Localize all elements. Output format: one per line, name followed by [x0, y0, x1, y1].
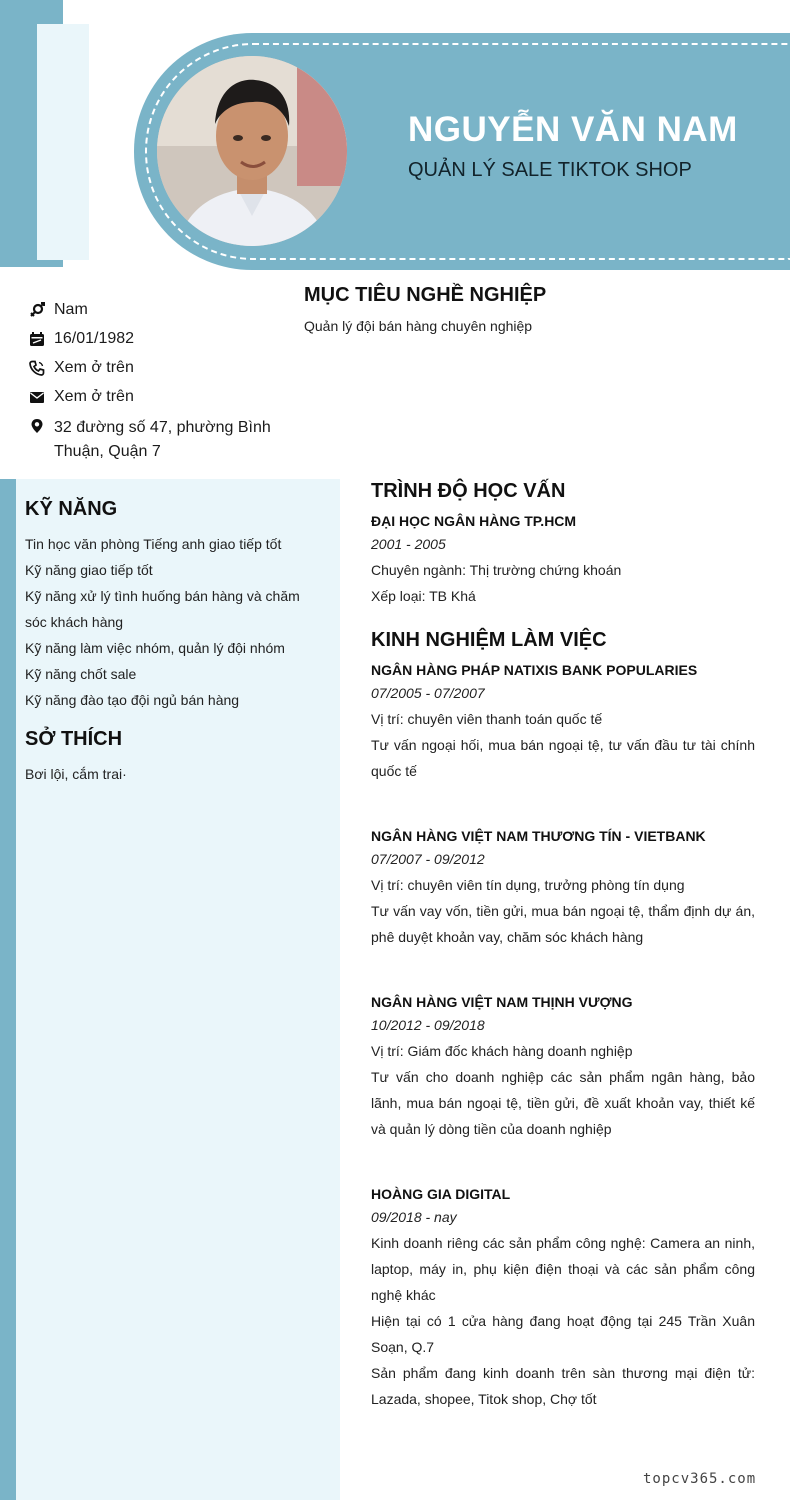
address-value: 32 đường số 47, phường Bình Thuận, Quận 7 — [54, 419, 271, 460]
experience-period: 09/2018 - nay — [371, 1209, 457, 1225]
contact-email — [28, 387, 278, 407]
location-icon — [28, 416, 46, 436]
experience-line: Tư vấn ngoại hối, mua bán ngoại tệ, tư vấn đầu tư tài chính quốc tế — [371, 737, 755, 779]
experience-entry — [371, 826, 755, 950]
skills-heading: KỸ NĂNG — [25, 498, 118, 520]
experience-line: Kinh doanh riêng các sản phẩm công nghệ: Camera an ninh, laptop, máy in, phụ kiện điện thoại và các sản phẩm công nghệ khác — [371, 1235, 755, 1303]
experience-line: Tư vấn cho doanh nghiệp các sản phẩm ngân hàng, bảo lãnh, mua bán ngoại tệ, tiền gửi, đề xuất khoản vay, thiết kế và quản lý dòng tiền của doanh nghiệp — [371, 1069, 755, 1137]
education-entry — [371, 511, 755, 609]
skill-item: Kỹ năng làm việc nhóm, quản lý đội nhóm — [25, 640, 285, 656]
hobbies-heading: SỞ THÍCH — [25, 728, 123, 750]
email-icon — [28, 387, 46, 407]
candidate-position: QUẢN LÝ SALE TIKTOK SHOP — [408, 159, 692, 181]
education-grade: Xếp loại: TB Khá — [371, 588, 476, 604]
watermark: topcv365.com — [643, 1471, 757, 1487]
education-period: 2001 - 2005 — [371, 536, 446, 552]
decor-rect — [37, 24, 89, 260]
objective-text: Quản lý đội bán hàng chuyên nghiệp — [304, 318, 533, 334]
experience-entry — [371, 1184, 755, 1412]
calendar-icon — [28, 329, 46, 349]
skill-item: Kỹ năng xử lý tình huống bán hàng và chăm sóc khách hàng — [25, 588, 300, 630]
education-school: ĐẠI HỌC NGÂN HÀNG TP.HCM — [371, 513, 577, 529]
decor-strip-bottom — [0, 479, 16, 1500]
experience-entry — [371, 992, 755, 1142]
education-heading: TRÌNH ĐỘ HỌC VẤN — [371, 480, 566, 502]
hobbies-section — [25, 728, 325, 787]
skill-item: Kỹ năng chốt sale — [25, 666, 137, 682]
experience-line: Hiện tại có 1 cửa hàng đang hoạt động tại 245 Trần Xuân Soạn, Q.7 — [371, 1313, 755, 1355]
skills-section — [25, 498, 325, 713]
phone-icon — [28, 358, 46, 378]
experience-line: Vị trí: Giám đốc khách hàng doanh nghiệp — [371, 1043, 633, 1059]
experience-line: Vị trí: chuyên viên thanh toán quốc tế — [371, 711, 603, 727]
phone-value: Xem ở trên — [54, 359, 134, 376]
contact-birthday — [28, 329, 278, 349]
experience-heading: KINH NGHIỆM LÀM VIỆC — [371, 629, 607, 651]
gender-value: Nam — [54, 301, 88, 318]
experience-period: 07/2007 - 09/2012 — [371, 851, 485, 867]
experience-company: NGÂN HÀNG VIỆT NAM THỊNH VƯỢNG — [371, 994, 633, 1010]
skill-item: Kỹ năng giao tiếp tốt — [25, 562, 153, 578]
objective-heading: MỤC TIÊU NGHỀ NGHIỆP — [304, 284, 547, 306]
experience-line: Sản phẩm đang kinh doanh trên sàn thương mại điện tử: Lazada, shopee, Titok shop, Chợ tốt — [371, 1365, 755, 1407]
experience-line: Tư vấn vay vốn, tiền gửi, mua bán ngoại tệ, thẩm định dự án, phê duyệt khoản vay, chăm sóc khách hàng — [371, 903, 755, 945]
experience-company: NGÂN HÀNG VIỆT NAM THƯƠNG TÍN - VIETBANK — [371, 828, 706, 844]
skill-item: Tin học văn phòng Tiếng anh giao tiếp tốt — [25, 536, 282, 552]
skill-item: Kỹ năng đào tạo đội ngủ bán hàng — [25, 692, 240, 708]
education-major: Chuyên ngành: Thị trường chứng khoán — [371, 562, 622, 578]
avatar — [157, 56, 347, 246]
contact-gender — [28, 300, 278, 320]
contact-phone — [28, 358, 278, 378]
contact-address — [28, 416, 278, 464]
hobbies-text: Bơi lội, cắm trai· — [25, 766, 127, 782]
experience-period: 07/2005 - 07/2007 — [371, 685, 485, 701]
experience-entry — [371, 660, 755, 784]
experience-company: HOÀNG GIA DIGITAL — [371, 1186, 511, 1202]
experience-company: NGÂN HÀNG PHÁP NATIXIS BANK POPULARIES — [371, 662, 698, 678]
experience-line: Vị trí: chuyên viên tín dụng, trưởng phòng tín dụng — [371, 877, 685, 893]
main-column — [371, 480, 755, 1412]
contact-info — [28, 300, 278, 473]
email-value: Xem ở trên — [54, 388, 134, 405]
gender-icon — [28, 300, 46, 320]
experience-period: 10/2012 - 09/2018 — [371, 1017, 485, 1033]
candidate-name: NGUYỄN VĂN NAM — [408, 110, 738, 149]
birthday-value: 16/01/1982 — [54, 330, 135, 347]
